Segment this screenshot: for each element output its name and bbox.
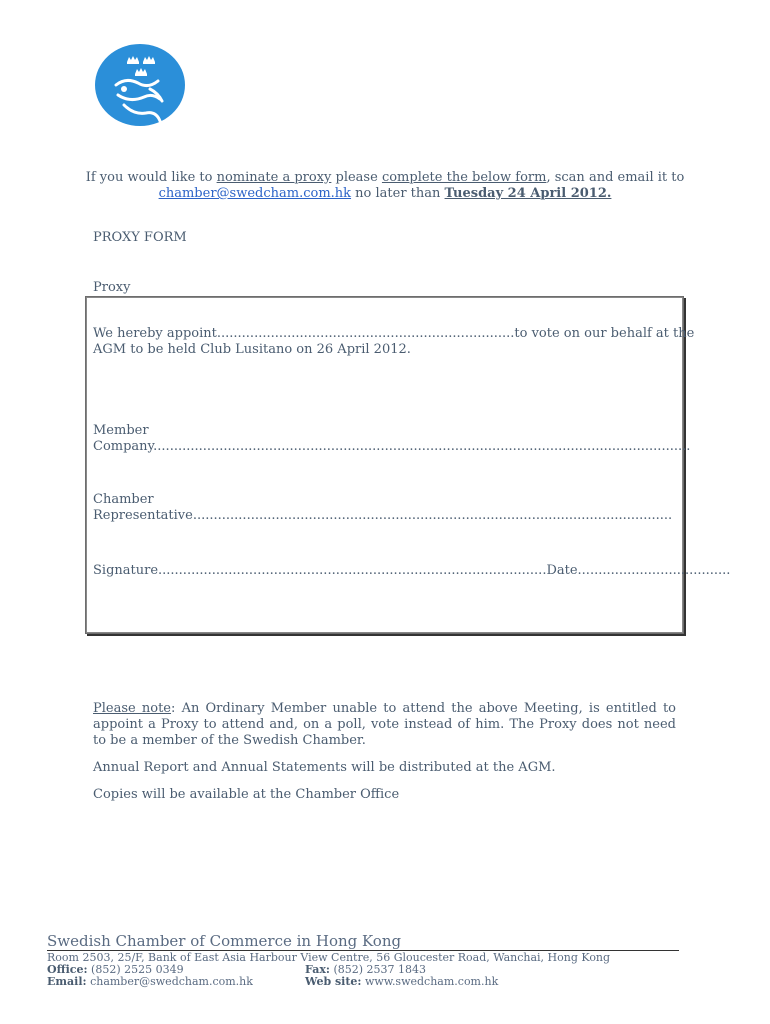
intro-text: please bbox=[331, 170, 382, 185]
footer-website bbox=[305, 976, 498, 988]
appoint-line[interactable]: We hereby appoint........................................................................to vote on our behalf at the bbox=[93, 326, 695, 341]
member-label: Member bbox=[93, 423, 149, 438]
footer-email bbox=[47, 976, 253, 988]
chamber-label: Chamber bbox=[93, 492, 154, 507]
footer-email-link[interactable]: chamber@swedcham.com.hk bbox=[86, 975, 253, 988]
complete-form-link[interactable]: complete the below form bbox=[381, 170, 547, 185]
office-label: Office: bbox=[47, 963, 88, 976]
form-title: PROXY FORM bbox=[93, 230, 187, 245]
copies-text: Copies will be available at the Chamber Office bbox=[93, 787, 400, 802]
please-note-text: : An Ordinary Member unable to attend the above Meeting, is entitled to appoint a Proxy to attend and, on a poll, vote instead of him. The Proxy does not need to be a member of the Swedish Chamber. bbox=[93, 701, 676, 748]
deadline-text: Tuesday 24 April 2012. bbox=[444, 186, 612, 201]
company-field[interactable]: Company.................................................................................................................................. bbox=[93, 439, 691, 454]
chamber-logo bbox=[94, 43, 186, 127]
crowned-dragon-logo-icon bbox=[94, 43, 186, 127]
footer-org-name: Swedish Chamber of Commerce in Hong Kong bbox=[47, 932, 402, 950]
footer-address: Room 2503, 25/F, Bank of East Asia Harbour View Centre, 56 Gloucester Road, Wanchai, Hong Kong bbox=[47, 951, 611, 964]
email-label: Email: bbox=[47, 975, 87, 988]
annual-report-text: Annual Report and Annual Statements will be distributed at the AGM. bbox=[93, 760, 556, 775]
proxy-label: Proxy bbox=[93, 280, 131, 295]
intro-line-2 bbox=[60, 185, 710, 202]
please-note-paragraph bbox=[93, 701, 676, 749]
intro-text: , scan and email it to bbox=[546, 170, 685, 185]
email-link[interactable]: chamber@swedcham.com.hk bbox=[158, 186, 352, 201]
agm-line: AGM to be held Club Lusitano on 26 April 2012. bbox=[93, 342, 411, 357]
website-link[interactable]: www.swedcham.com.hk bbox=[361, 975, 499, 988]
intro-text: no later than bbox=[351, 186, 445, 201]
fax-number: (852) 2537 1843 bbox=[329, 963, 427, 976]
intro-line-1 bbox=[60, 169, 710, 186]
representative-field[interactable]: Representative.................................................................................................................... bbox=[93, 508, 673, 523]
signature-date-field[interactable]: Signature..............................................................................................Date..................................... bbox=[93, 563, 731, 578]
website-label: Web site: bbox=[305, 975, 362, 988]
fax-label: Fax: bbox=[305, 963, 330, 976]
please-note-label: Please note bbox=[93, 701, 172, 716]
intro-text: If you would like to bbox=[85, 170, 217, 185]
nominate-proxy-link[interactable]: nominate a proxy bbox=[216, 170, 332, 185]
office-phone: (852) 2525 0349 bbox=[87, 963, 184, 976]
